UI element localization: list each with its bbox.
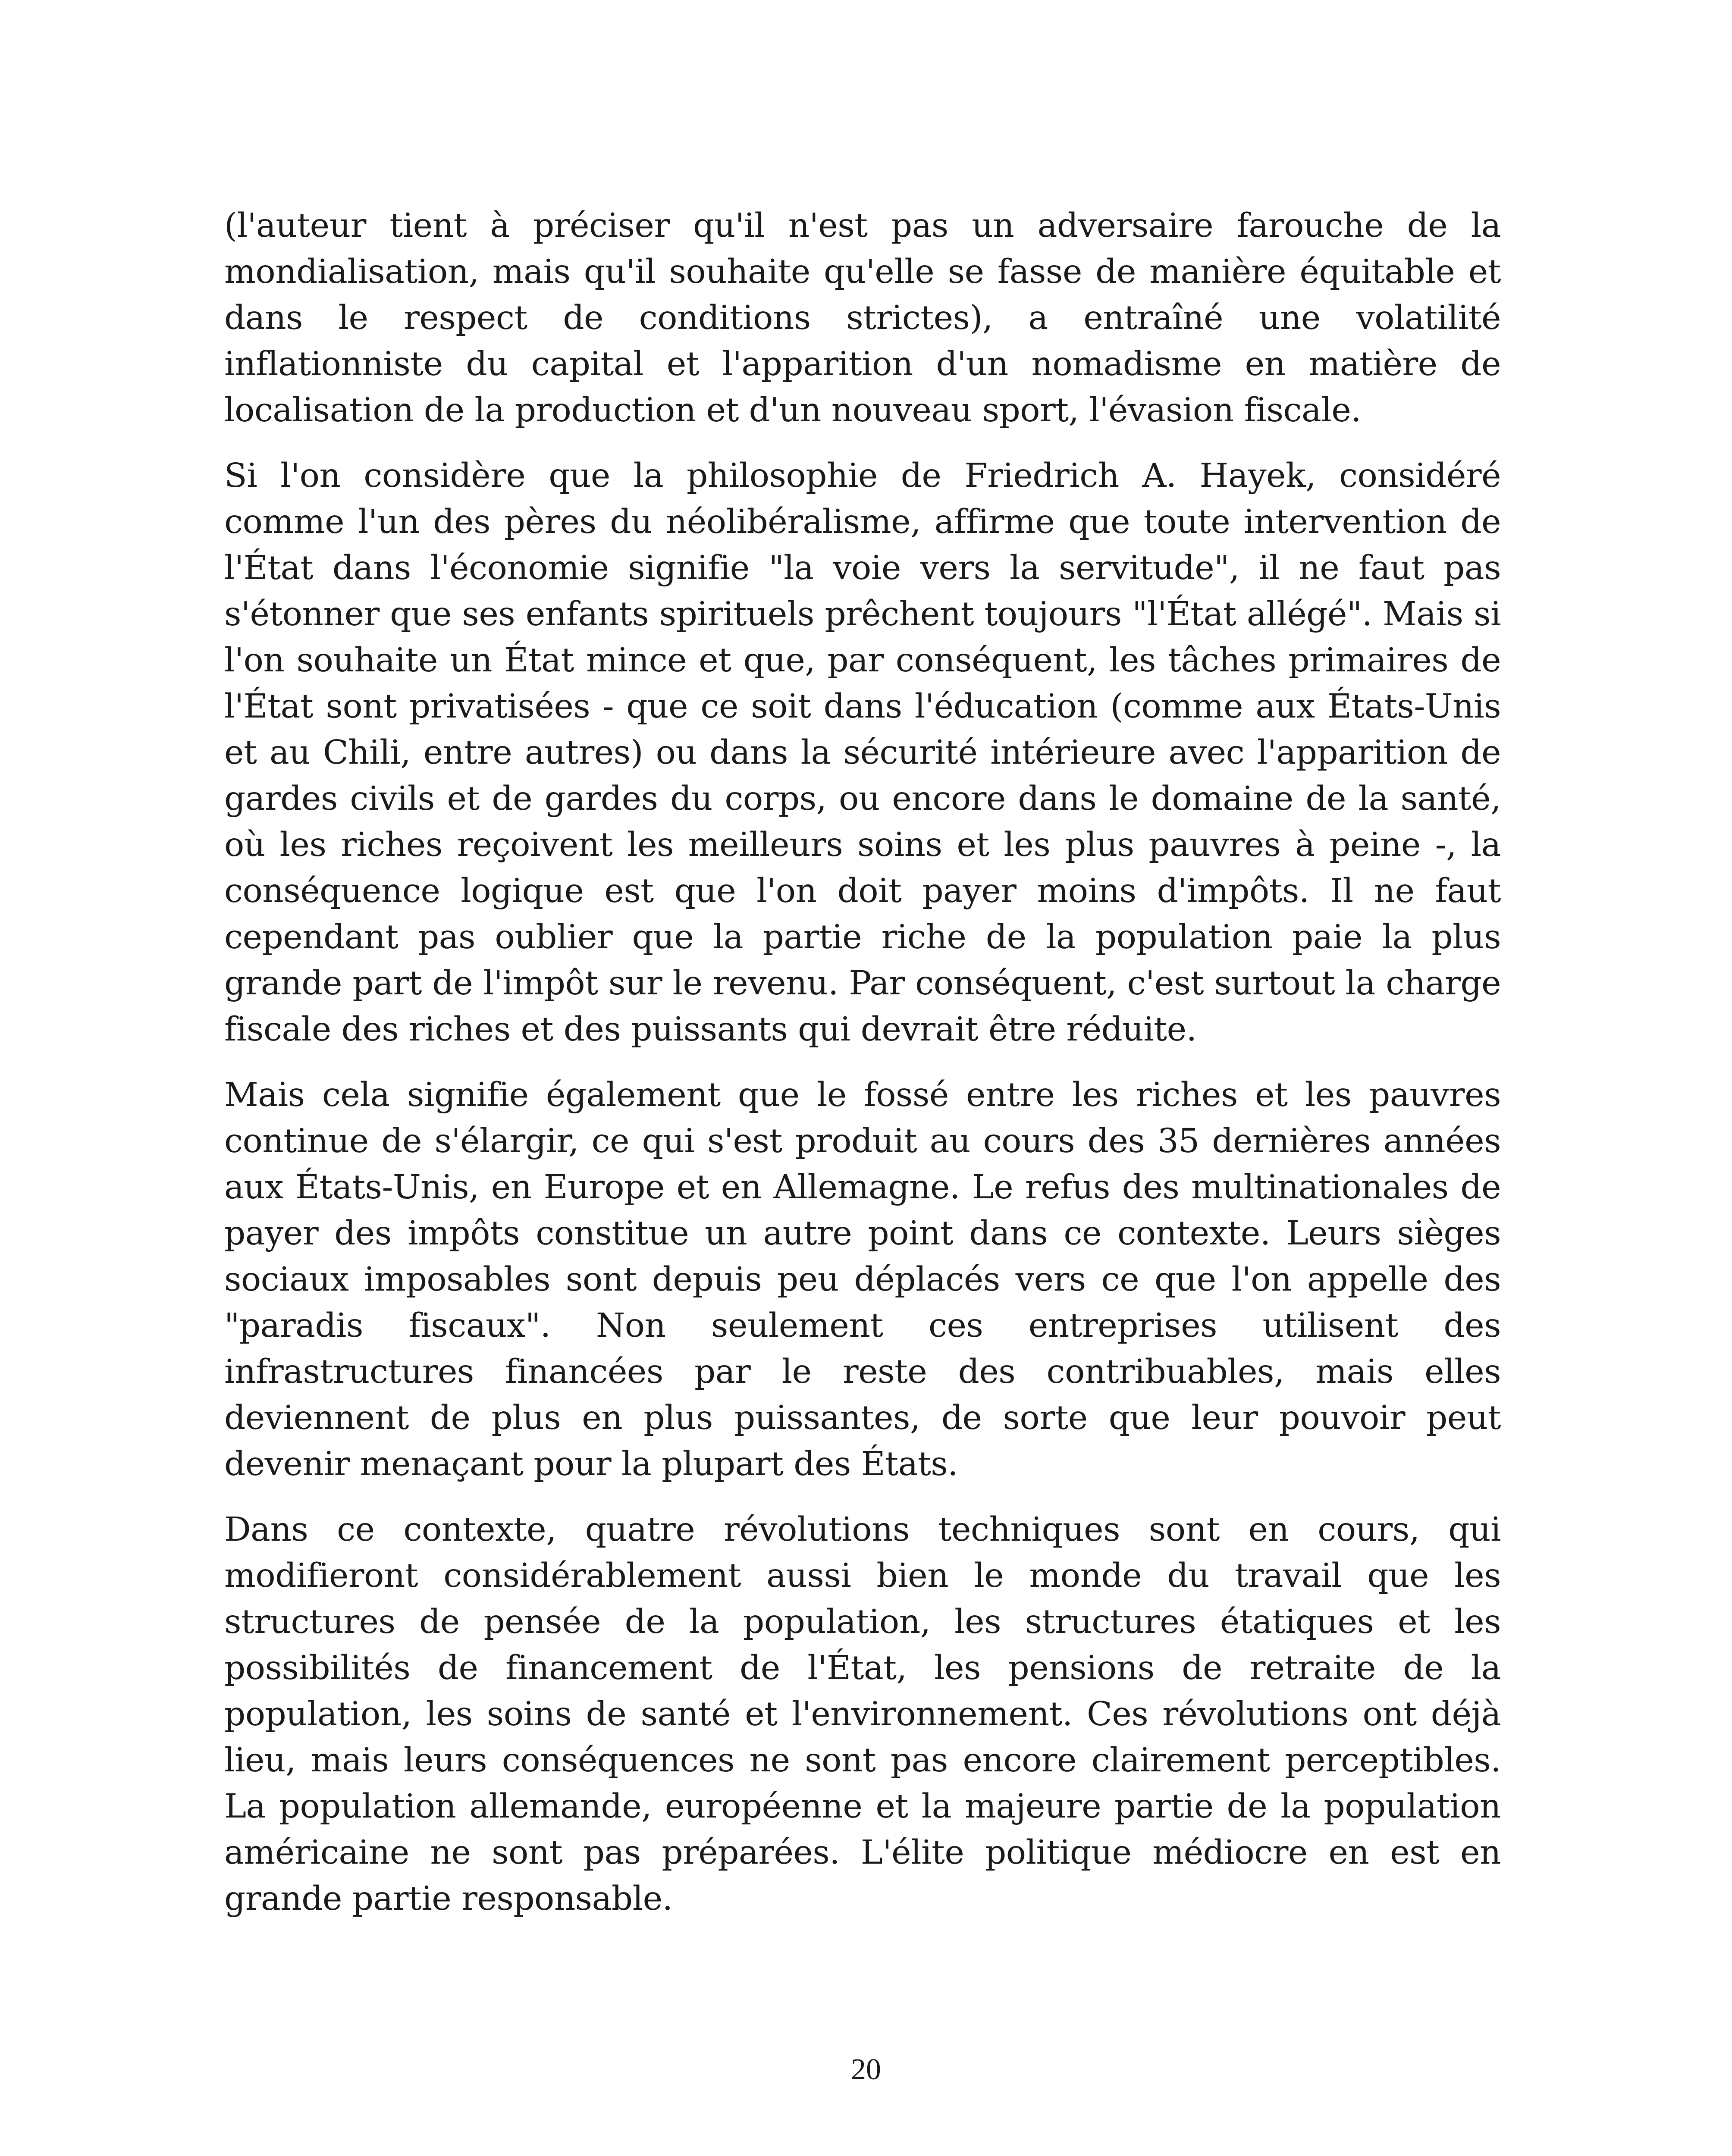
paragraph-1: (l'auteur tient à préciser qu'il n'est pas un adversaire farouche de la mondialisation, mais qu'il souhaite qu'elle se fasse de manière équitable et dans le respect de conditions strictes), a entraîné une volatilité inflationniste du capital et l'apparition d'un nomadisme en matière de localisation de la production et d'un nouveau sport, l'évasion fiscale. (224, 207, 1501, 429)
paragraph-4: Dans ce contexte, quatre révolutions techniques sont en cours, qui modifieront considérablement aussi bien le monde du travail que les structures de pensée de la population, les structures étatiques et les possibilités de financement de l'État, les pensions de retraite de la population, les soins de santé et l'environnement. Ces révolutions ont déjà lieu, mais leurs conséquences ne sont pas encore clairement perceptibles. La population allemande, européenne et la majeure partie de la population américaine ne sont pas préparées. L'élite politique médiocre en est en grande partie responsable. (224, 1510, 1501, 1918)
page-number: 20 (851, 2053, 881, 2086)
body-text (224, 203, 1501, 1941)
paragraph-2: Si l'on considère que la philosophie de Friedrich A. Hayek, considéré comme l'un des pères du néolibéralisme, affirme que toute intervention de l'État dans l'économie signifie "la voie vers la servitude", il ne faut pas s'étonner que ses enfants spirituels prêchent toujours "l'État allégé". Mais si l'on souhaite un État mince et que, par conséquent, les tâches primaires de l'État sont privatisées - que ce soit dans l'éducation (comme aux États-Unis et au Chili, entre autres) ou dans la sécurité intérieure avec l'apparition de gardes civils et de gardes du corps, ou encore dans le domaine de la santé, où les riches reçoivent les meilleurs soins et les plus pauvres à peine -, la conséquence logique est que l'on doit payer moins d'impôts. Il ne faut cependant pas oublier que la partie riche de la population paie la plus grande part de l'impôt sur le revenu. Par conséquent, c'est surtout la charge fiscale des riches et des puissants qui devrait être réduite. (224, 457, 1501, 1049)
paragraph-3: Mais cela signifie également que le fossé entre les riches et les pauvres continue de s'élargir, ce qui s'est produit au cours des 35 dernières années aux États-Unis, en Europe et en Allemagne. Le refus des multinationales de payer des impôts constitue un autre point dans ce contexte. Leurs sièges sociaux imposables sont depuis peu déplacés vers ce que l'on appelle des "paradis fiscaux". Non seulement ces entreprises utilisent des infrastructures financées par le reste des contribuables, mais elles deviennent de plus en plus puissantes, de sorte que leur pouvoir peut devenir menaçant pour la plupart des États. (224, 1076, 1501, 1483)
